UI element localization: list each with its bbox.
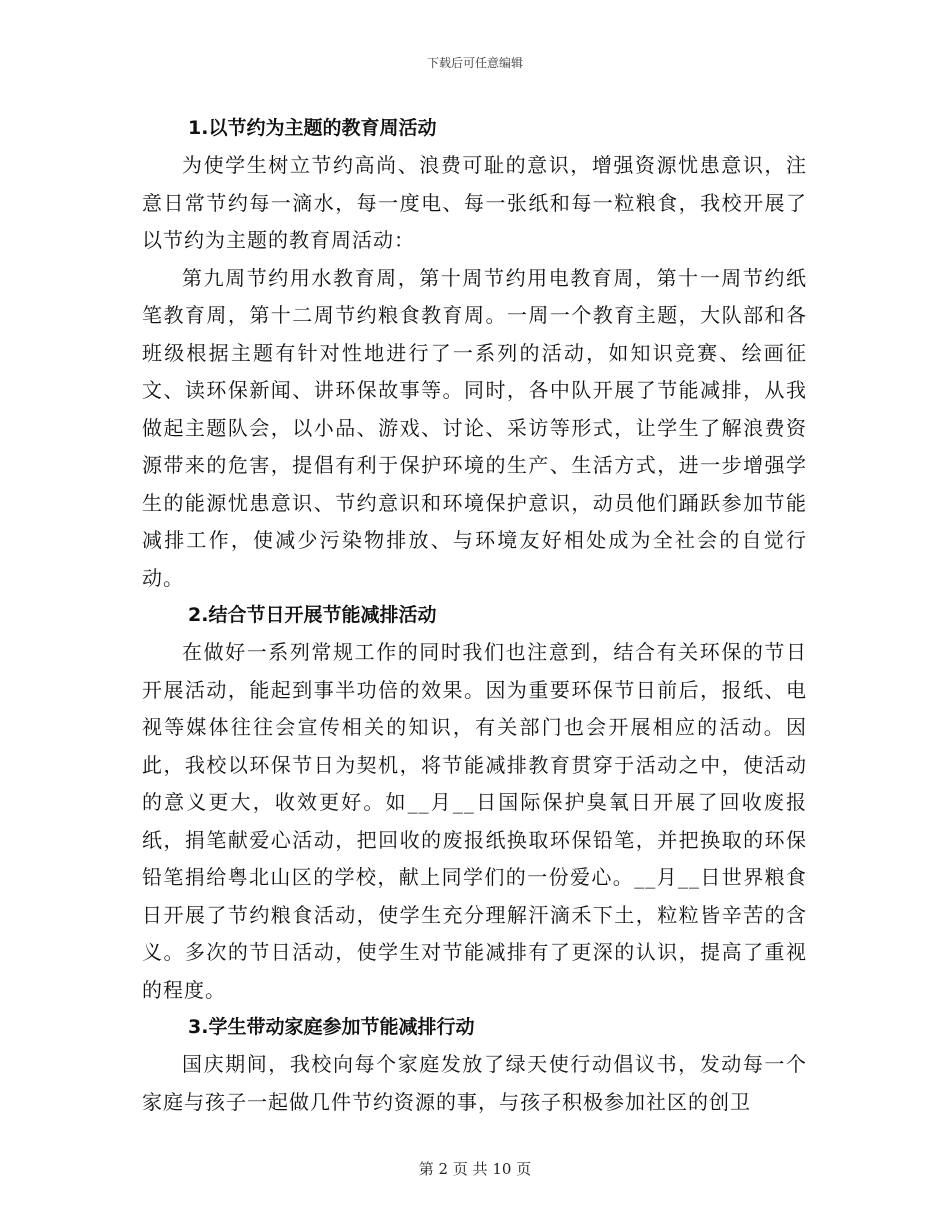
page-number: 第 2 页 共 10 页 <box>418 1160 532 1178</box>
section-1-paragraph-1: 为使学生树立节约高尚、浪费可耻的意识，增强资源忧患意识，注意日常节约每一滴水，每一度电、每一张纸和每一粒粮食，我校开展了以节约为主题的教育周活动： <box>142 153 807 252</box>
document-body <box>142 110 807 1121</box>
section-3-title: 3.学生带动家庭参加节能减排行动 <box>188 1016 475 1038</box>
section-1-paragraph-2: 第九周节约用水教育周，第十周节约用电教育周，第十一周节约纸笔教育周，第十二周节约粮食教育周。一周一个教育主题，大队部和各班级根据主题有针对性地进行了一系列的活动，如知识竞赛、绘画征文、读环保新闻、讲环保故事等。同时，各中队开展了节能减排，从我做起主题队会，以小品、游戏、讨论、采访等形式，让学生了解浪费资源带来的危害，提倡有利于保护环境的生产、生活方式，进一步增强学生的能源忧患意识、节约意识和环境保护意识，动员他们踊跃参加节能减排工作，使减少污染物排放、与环境友好相处成为全社会的自觉行动。 <box>142 265 807 590</box>
section-2-paragraph-1: 在做好一系列常规工作的同时我们也注意到，结合有关环保的节日开展活动，能起到事半功倍的效果。因为重要环保节日前后，报纸、电视等媒体往往会宣传相关的知识，有关部门也会开展相应的活动。因此，我校以环保节日为契机，将节能减排教育贯穿于活动之中，使活动的意义更大，收效更好。如__月__日国际保护臭氧日开展了回收废报纸，捐笔献爱心活动，把回收的废报纸换取环保铅笔，并把换取的环保铅笔捐给粤北山区的学校，献上同学们的一份爱心。__月__日世界粮食日开展了节约粮食活动，使学生充分理解汗滴禾下土，粒粒皆辛苦的含义。多次的节日活动，使学生对节能减排有了更深的认识，提高了重视的程度。 <box>142 640 807 1002</box>
page-header-note: 下载后可任意编辑 <box>426 56 523 70</box>
section-1-title: 1.以节约为主题的教育周活动 <box>188 117 437 139</box>
section-2-title: 2.结合节日开展节能减排活动 <box>188 604 437 626</box>
section-3-paragraph-1: 国庆期间，我校向每个家庭发放了绿天使行动倡议书，发动每一个家庭与孩子一起做几件节约资源的事，与孩子积极参加社区的创卫 <box>142 1052 807 1114</box>
